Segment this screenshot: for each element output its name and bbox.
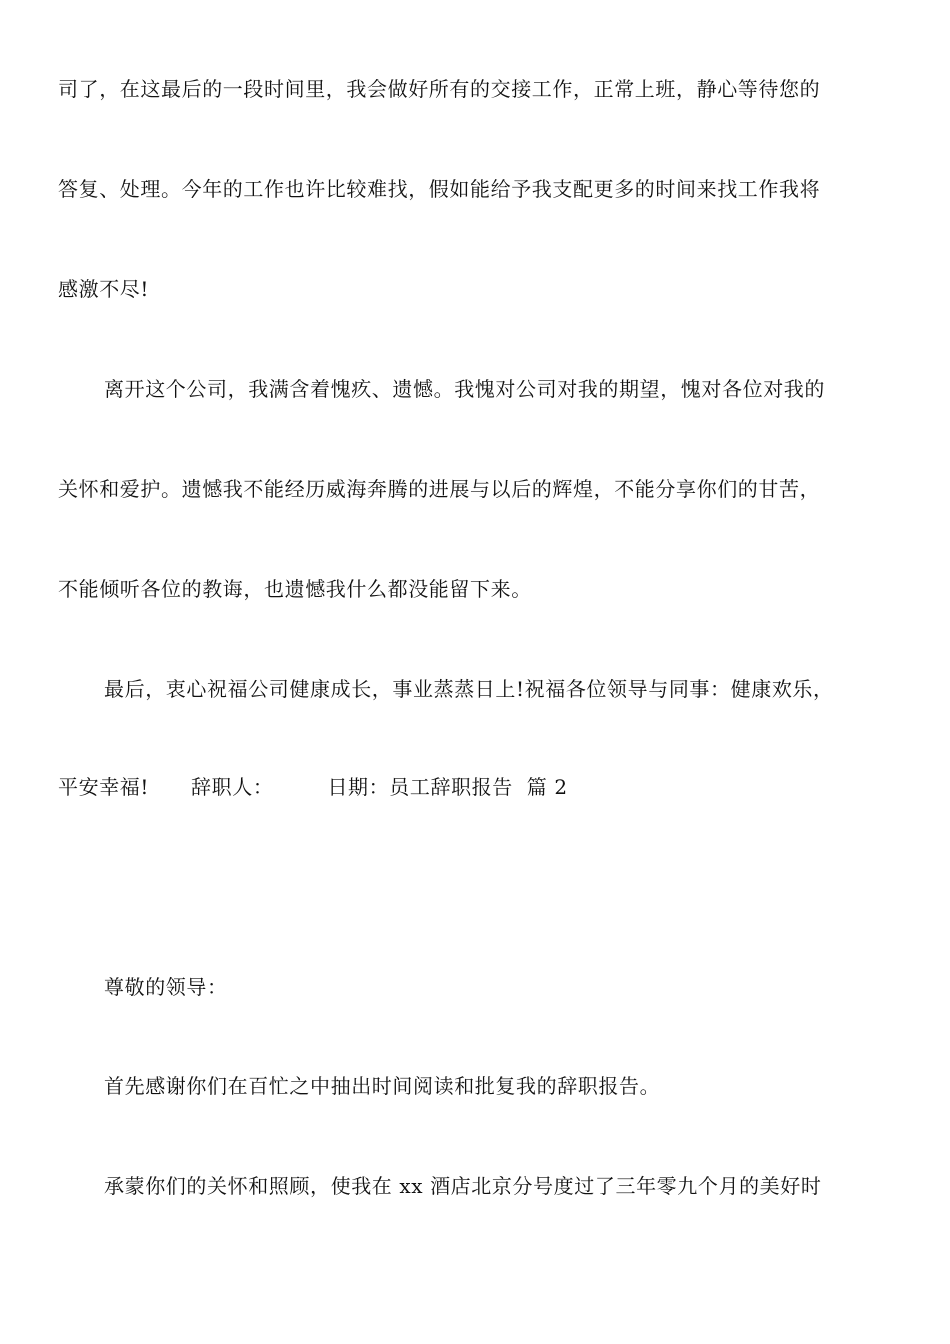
section-title: 员工辞职报告: [389, 775, 513, 799]
paragraph-line: 首先感谢你们在百忙之中抽出时间阅读和批复我的辞职报告。: [104, 1074, 661, 1098]
date-label: 日期：: [327, 775, 390, 799]
paragraph-line: 承蒙你们的关怀和照顾，使我在 xx 酒店北京分号度过了三年零九个月的美好时: [104, 1174, 822, 1198]
section-part: 篇 2: [526, 775, 568, 799]
resigner-label: 辞职人：: [191, 775, 274, 799]
signoff-line: [58, 775, 898, 799]
paragraph-line: 司了，在这最后的一段时间里，我会做好所有的交接工作，正常上班，静心等待您的: [58, 77, 821, 101]
paragraph-line: 关怀和爱护。遗憾我不能经历威海奔腾的进展与以后的辉煌，不能分享你们的甘苦，: [58, 477, 821, 501]
paragraph-line: 答复、处理。今年的工作也许比较难找，假如能给予我支配更多的时间来找工作我将: [58, 177, 821, 201]
paragraph-line: 离开这个公司，我满含着愧疚、遗憾。我愧对公司对我的期望，愧对各位对我的: [104, 377, 825, 401]
paragraph-line: 感激不尽!: [58, 277, 150, 301]
paragraph-line: 不能倾听各位的教诲，也遗憾我什么都没能留下来。: [58, 577, 532, 601]
closing-wish: 平安幸福!: [58, 775, 150, 799]
paragraph-line: 最后，衷心祝福公司健康成长，事业蒸蒸日上!祝福各位领导与同事：健康欢乐，: [104, 677, 834, 701]
letter-salutation: 尊敬的领导：: [104, 975, 228, 999]
